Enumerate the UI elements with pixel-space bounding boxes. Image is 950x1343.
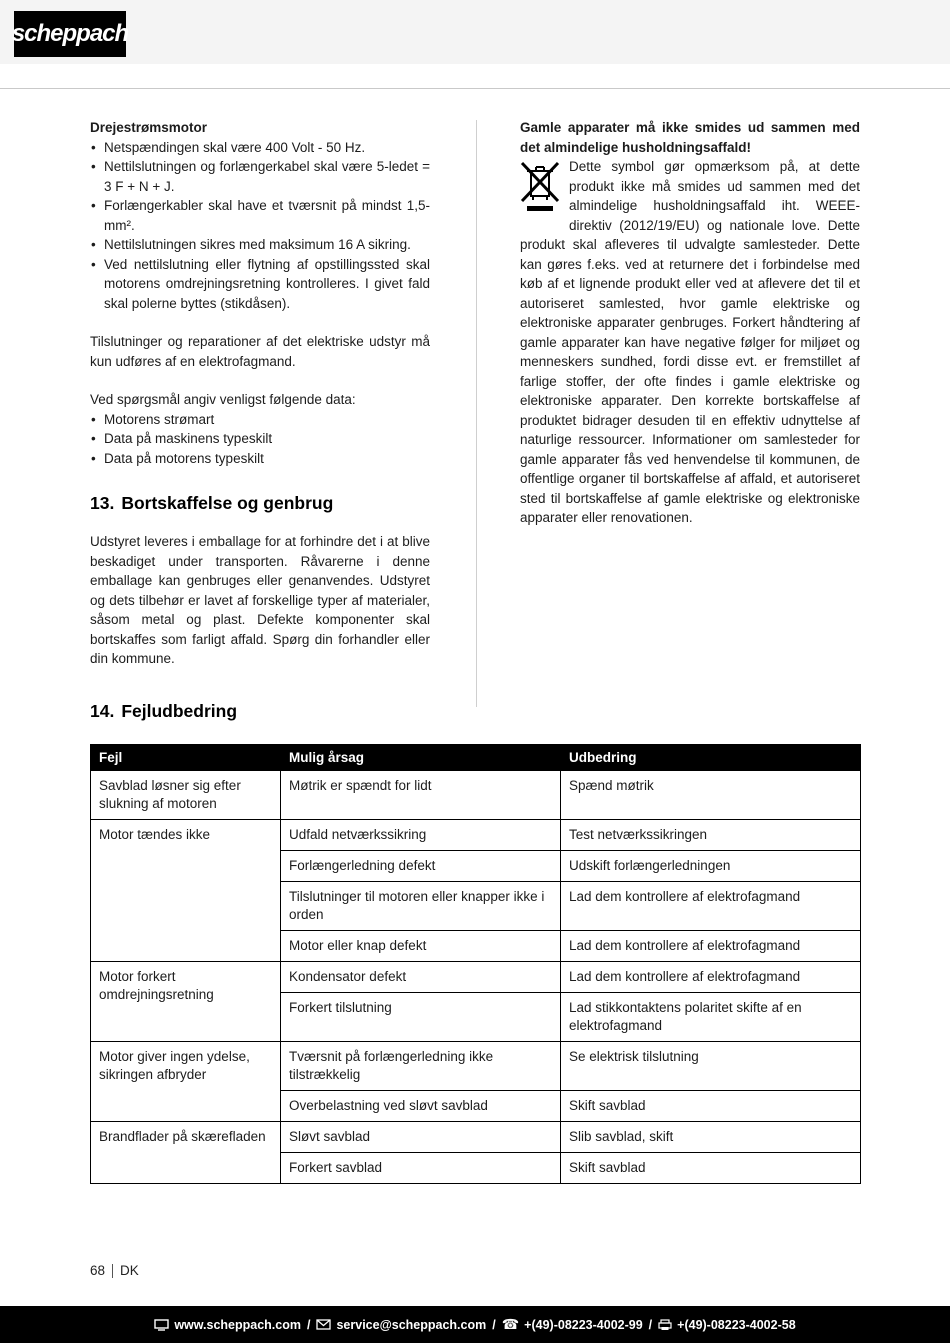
weee-paragraph xyxy=(520,157,860,528)
footer-contact-text: +(49)-08223-4002-99 xyxy=(524,1317,643,1332)
contact-footer-bar xyxy=(0,1306,950,1343)
required-data-item: • Data på maskinens typeskilt xyxy=(90,429,430,449)
cause-cell: Forkert savblad xyxy=(281,1152,561,1183)
brand-wordmark: scheppach xyxy=(11,20,129,47)
remedy-cell: Se elektrisk tilslutning xyxy=(561,1041,861,1090)
section-14-title-text: Fejludbedring xyxy=(121,700,238,721)
table-header-row xyxy=(91,744,861,770)
cause-cell: Overbelastning ved sløvt savblad xyxy=(281,1090,561,1121)
section-14-number: 14. xyxy=(90,700,115,721)
page-number-separator xyxy=(112,1264,113,1278)
section-13-title xyxy=(90,493,430,514)
data-intro-paragraph: Ved spørgsmål angiv venligst følgende data: xyxy=(90,392,356,407)
repair-paragraph: Tilslutninger og reparationer af det elektriske udstyr må kun udføres af en elektrofagmand. xyxy=(90,334,430,369)
table-row xyxy=(91,1041,861,1090)
remedy-cell: Lad stikkontaktens polaritet skifte af en elektrofagmand xyxy=(561,992,861,1041)
cause-cell: Sløvt savblad xyxy=(281,1121,561,1152)
email-icon xyxy=(316,1319,331,1330)
footer-contact-item xyxy=(658,1318,796,1332)
page-number xyxy=(90,1263,139,1278)
motor-requirements-list xyxy=(90,138,430,314)
footer-contact-item xyxy=(502,1317,643,1333)
two-column-section xyxy=(90,118,860,669)
left-column xyxy=(90,118,430,669)
fault-cell: Motor forkert omdrejningsretning xyxy=(91,961,281,1041)
weee-crossed-out-bin-icon xyxy=(520,160,560,214)
section-14-title xyxy=(90,701,860,722)
footer-contact-text: service@scheppach.com xyxy=(336,1317,487,1332)
fault-cell: Brandflader på skærefladen xyxy=(91,1121,281,1183)
table-header-cell: Udbedring xyxy=(561,744,861,770)
fax-icon xyxy=(658,1319,672,1331)
cause-cell: Forkert tilslutning xyxy=(281,992,561,1041)
required-data-item: • Data på motorens typeskilt xyxy=(90,449,430,469)
footer-contact-text: +(49)-08223-4002-58 xyxy=(677,1317,796,1332)
remedy-cell: Udskift forlængerledningen xyxy=(561,850,861,881)
motor-requirement-item: • Forlængerkabler skal have et tværsnit på mindst 1,5-mm². xyxy=(90,196,430,235)
table-row xyxy=(91,819,861,850)
table-row xyxy=(91,1121,861,1152)
troubleshooting-table xyxy=(90,744,861,1184)
table-row xyxy=(91,770,861,819)
page-language-code: DK xyxy=(120,1263,139,1278)
cause-cell: Tværsnit på forlængerledning ikke tilstrækkelig xyxy=(281,1041,561,1090)
remedy-cell: Test netværkssikringen xyxy=(561,819,861,850)
section-13-title-text: Bortskaffelse og genbrug xyxy=(121,493,334,513)
fault-cell: Motor giver ingen ydelse, sikringen afbryder xyxy=(91,1041,281,1121)
column-divider xyxy=(476,120,477,707)
motor-requirement-item: • Netspændingen skal være 400 Volt - 50 Hz. xyxy=(90,138,430,158)
right-column xyxy=(520,118,860,669)
scheppach-logo xyxy=(11,11,129,57)
cause-cell: Forlængerledning defekt xyxy=(281,850,561,881)
cause-cell: Kondensator defekt xyxy=(281,961,561,992)
header-divider xyxy=(0,88,950,89)
required-data-list xyxy=(90,410,430,469)
remedy-cell: Slib savblad, skift xyxy=(561,1121,861,1152)
cause-cell: Tilslutninger til motoren eller knapper ikke i orden xyxy=(281,881,561,930)
remedy-cell: Skift savblad xyxy=(561,1152,861,1183)
footer-separator: / xyxy=(492,1317,496,1332)
required-data-item: • Motorens strømart xyxy=(90,410,430,430)
footer-separator: / xyxy=(648,1317,653,1332)
remedy-cell: Lad dem kontrollere af elektrofagmand xyxy=(561,881,861,930)
phone-icon: ☎ xyxy=(501,1316,520,1333)
table-header-cell: Fejl xyxy=(91,744,281,770)
section-13-number: 13. xyxy=(90,493,115,513)
motor-requirement-item: • Ved nettilslutning eller flytning af opstillingssted skal motorens omdrejningsretning kontrolleres. I givet fald skal polerne byttes (stikdåsen). xyxy=(90,255,430,314)
footer-contact-item xyxy=(316,1318,486,1332)
header-band xyxy=(0,0,950,64)
table-row xyxy=(91,961,861,992)
footer-contact-line xyxy=(154,1317,795,1333)
remedy-cell: Skift savblad xyxy=(561,1090,861,1121)
remedy-cell: Lad dem kontrollere af elektrofagmand xyxy=(561,961,861,992)
column-gap xyxy=(430,118,520,669)
motor-requirement-item: • Nettilslutningen sikres med maksimum 16 A sikring. xyxy=(90,235,430,255)
table-header-cell: Mulig årsag xyxy=(281,744,561,770)
remedy-cell: Spænd møtrik xyxy=(561,770,861,819)
website-icon xyxy=(154,1319,169,1331)
remedy-cell: Lad dem kontrollere af elektrofagmand xyxy=(561,930,861,961)
weee-body-text: Dette symbol gør opmærksom på, at dette produkt ikke må smides ud sammen med det almindelige husholdningsaffald iht. WEEE-direktiv (2012/19/EU) og nationale love. Dette produkt skal afleveres til udvalgte samlesteder. Dette kan gøres f.eks. ved at returnere det i forbindelse med køb af et lignende produkt eller ved at aflevere det til et autoriseret samlested, hvor gamle elektriske og elektroniske apparater genbruges. Forkert håndtering af gamle apparater kan have negative følger for miljøet og menneskers sundhed, fordi disse evt. er fremstillet af farlige stoffer, der ofte findes i gamle elektriske og elektroniske apparater. Den korrekte bortskaffelse af produktet bidrager desuden til en effektiv udnyttelse af naturlige ressourcer. Informationer om samlesteder for gamle apparater fås ved henvendelse til kommunen, de offentlige organer til bortskaffelse af affald, et autoriseret sted til bortskaffelse af gamle elektriske og elektroniske apparater eller renovationen. xyxy=(520,159,860,525)
motor-requirement-item: • Nettilslutningen og forlængerkabel skal være 5-ledet = 3 F + N + J. xyxy=(90,157,430,196)
cause-cell: Udfald netværkssikring xyxy=(281,819,561,850)
footer-contact-text: www.scheppach.com xyxy=(174,1317,301,1332)
page-number-value: 68 xyxy=(90,1263,106,1278)
motor-section-heading: Drejestrømsmotor xyxy=(90,120,208,135)
disposal-paragraph: Udstyret leveres i emballage for at forhindre det i at blive beskadiget under transporten. Råvarerne i denne emballage kan genbruges eller genanvendes. Udstyret og dets tilbehør er lavet af forskellige typer af materialer, såsom metal og plast. Defekte komponenter skal bortskaffes som farligt affald. Spørg din forhandler eller din kommune. xyxy=(90,534,430,666)
weee-heading: Gamle apparater må ikke smides ud sammen med det almindelige husholdningsaffald! xyxy=(520,120,860,155)
fault-cell: Motor tændes ikke xyxy=(91,819,281,961)
cause-cell: Møtrik er spændt for lidt xyxy=(281,770,561,819)
cause-cell: Motor eller knap defekt xyxy=(281,930,561,961)
footer-contact-item xyxy=(154,1318,301,1332)
page-content xyxy=(90,118,860,1184)
footer-separator: / xyxy=(306,1317,311,1332)
fault-cell: Savblad løsner sig efter slukning af motoren xyxy=(91,770,281,819)
